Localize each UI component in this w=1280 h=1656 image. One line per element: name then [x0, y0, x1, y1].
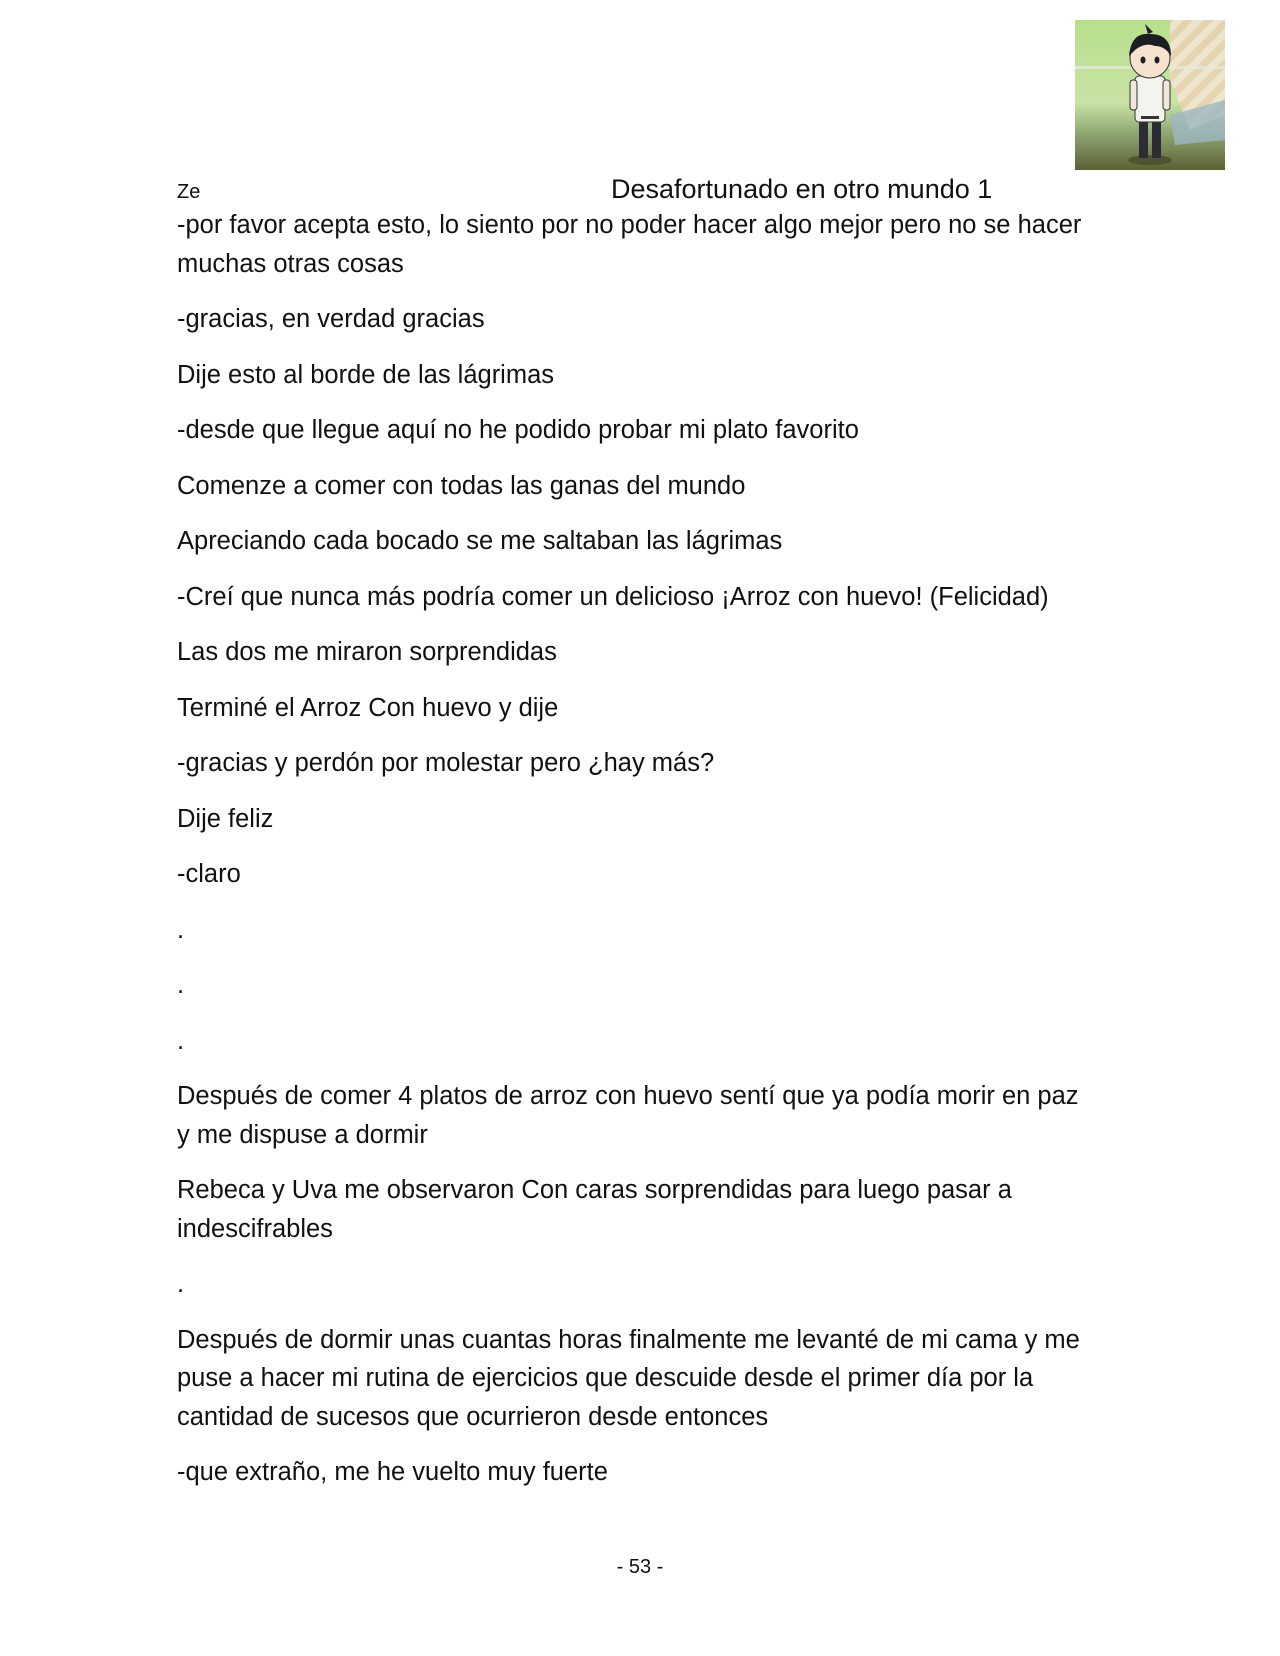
- paragraph: Comenze a comer con todas las ganas del mundo: [177, 471, 746, 500]
- scene-break-dot: .: [177, 915, 185, 944]
- paragraph: Después de comer 4 platos de arroz con huevo sentí que ya podía morir en paz y me dispuse a dormir: [177, 1082, 1079, 1149]
- character-thumbnail-image: [1075, 20, 1225, 170]
- paragraph: -gracias y perdón por molestar pero ¿hay más?: [177, 749, 715, 777]
- paragraph: -desde que llegue aquí no he podido probar mi plato favorito: [177, 416, 859, 444]
- paragraph: -por favor acepta esto, lo siento por no poder hacer algo mejor pero no se hacer muchas otras cosas: [177, 211, 1082, 278]
- paragraph: Apreciando cada bocado se me saltaban las lágrimas: [177, 527, 783, 555]
- scene-break-dot: .: [177, 1270, 185, 1298]
- paragraph: Terminé el Arroz Con huevo y dije: [177, 693, 559, 722]
- scene-break-dot: .: [177, 1026, 185, 1055]
- paragraph: Rebeca y Uva me observaron Con caras sorprendidas para luego pasar a indescifrables: [177, 1176, 1012, 1243]
- body-text: [177, 206, 1097, 1509]
- scene-break-dot: .: [177, 971, 185, 999]
- header-author: Ze: [177, 181, 201, 203]
- paragraph: -claro: [177, 860, 241, 888]
- paragraph: Después de dormir unas cuantas horas finalmente me levanté de mi cama y me puse a hacer mi rutina de ejercicios que descuide desde el primer día por la cantidad de sucesos que ocurrieron desde entonces: [177, 1325, 1080, 1431]
- paragraph: -que extraño, me he vuelto muy fuerte: [177, 1458, 608, 1486]
- paragraph: Dije esto al borde de las lágrimas: [177, 360, 555, 389]
- page-number: - 53 -: [616, 1556, 664, 1578]
- paragraph: -gracias, en verdad gracias: [177, 305, 485, 333]
- header-title: Desafortunado en otro mundo 1: [611, 174, 993, 204]
- paragraph: Dije feliz: [177, 804, 274, 833]
- paragraph: -Creí que nunca más podría comer un delicioso ¡Arroz con huevo! (Felicidad): [177, 582, 1049, 611]
- anime-character-icon: [1075, 20, 1225, 170]
- paragraph: Las dos me miraron sorprendidas: [177, 638, 557, 666]
